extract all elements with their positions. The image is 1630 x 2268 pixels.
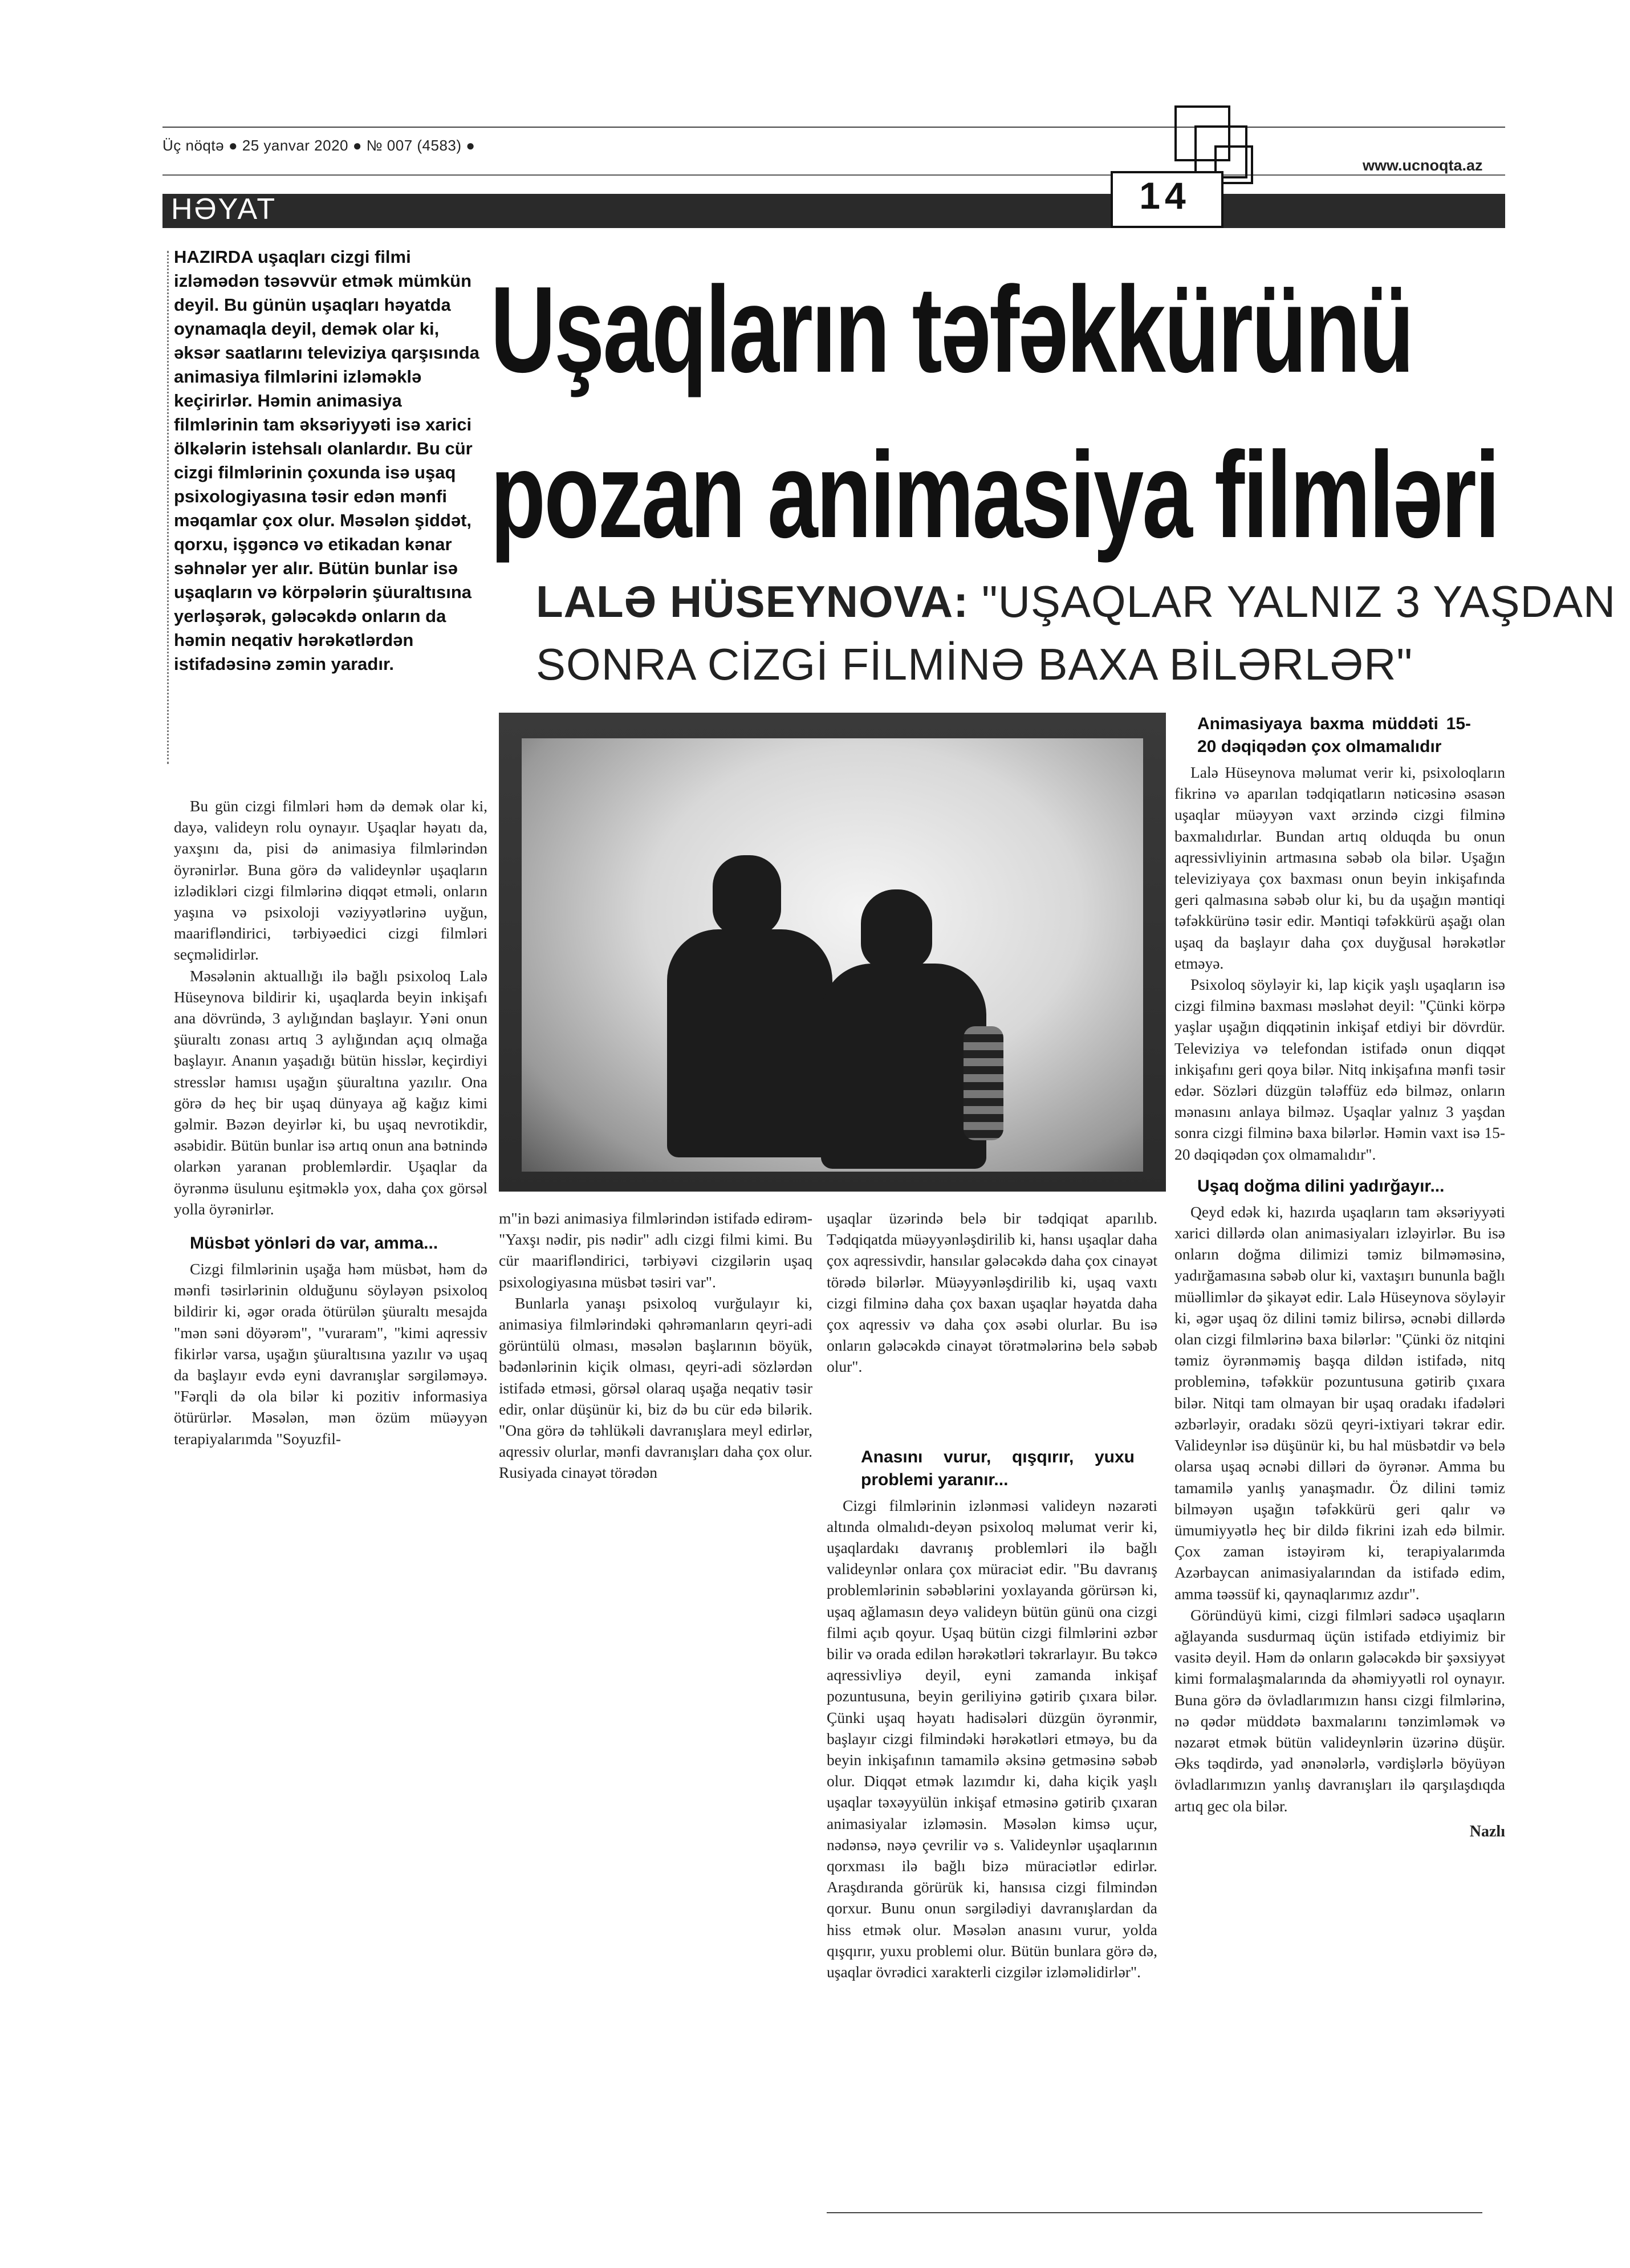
bullet-icon: ●	[466, 137, 475, 154]
issue-date: 25 yanvar 2020	[242, 137, 348, 154]
paragraph: Məsələnin aktuallığı ilə bağlı psixoloq Lalə Hüseynova bildirir ki, uşaqlarda beyin inkişafı ana dövründə, 3 aylığından başlayır. Yəni onun şüuraltı zonası artıq 3 aylığından açıq olmağa başlayır. Ananın yaşadığı bütün hisslər, keçirdiyi stresslər hamısı uşağın şüuraltına yazılır. Ona görə də heç bir uşaq dünyaya ağ kağız kimi gəlmir. Bəzən deyirlər ki, bu uşaq nevrotikdir, əsəbidir. Bütün bunlar isə artıq onun ana bətnində olarkən yaranan problemlərdir. Uşaqlar da öyrənmə üsulunu eşitməklə yox, daha çox görsəl yolla öyrənirlər.	[174, 966, 487, 1218]
bottom-rule	[827, 2212, 1482, 2213]
subtitle-line-2: SONRA CİZGİ FİLMİNƏ BAXA BİLƏRLƏR"	[536, 639, 1413, 689]
column-3	[827, 1208, 1157, 1982]
paragraph: Cizgi filmlərinin uşağa həm müsbət, həm də mənfi təsirlərinin olduğunu söyləyən psixoloq bildirir ki, əgər orada ötürülən şüuraltı mesajda "mən səni döyərəm", "vuraram", "kimi aqressiv fikirlər varsa, uşağın şüuraltısına yazılır və uşaq da başlayır evdə eyni davranışlar sərgiləməyə. "Fərqli də ola bilər ki pozitiv informasiya ötürürlər. Məsələn, mən özüm müəyyən terapiyalarımda "Soyuzfil-	[174, 1260, 487, 1448]
lead-dotted-border	[167, 251, 173, 764]
masthead-rule	[162, 174, 1505, 176]
subheading: Animasiyaya baxma müddəti 15-20 dəqiqədən çox olmamalıdır	[1197, 714, 1471, 756]
column-4	[1174, 713, 1505, 1842]
site-url: www.ucnoqta.az	[1363, 157, 1483, 174]
paragraph: Göründüyü kimi, cizgi filmləri sadəcə uşaqların ağlayanda susdurmaq üçün istifadə etdiyimiz bir vasitə deyil. Həm də onların gələcəkdə bir şəxsiyyət kimi formalaşmalarında da əhəmiyyətli rol oynayır. Buna görə də övladlarımızın hansı cizgi filmlərinə, nə qədər müddətə baxmalarını tənzimləmək və nəzarət etmək bütün valideynlərin üzərinə düşür. Əks təqdirdə, yad ənənələrlə, vərdişlərlə böyüyən övladlarımızın yanlış davranışları ilə qarşılaşdıqda artıq gec ola bilər.	[1174, 1606, 1505, 1815]
subheading: Anasını vurur, qışqırır, yuxu problemi yaranır...	[861, 1447, 1135, 1489]
lead-paragraph: HAZIRDA uşaqları cizgi filmi izləmədən təsəvvür etmək mümkün deyil. Bu günün uşaqları həyatda oynamaqla deyil, demək olar ki, əksər saatlarını televiziya qarşısında animasiya filmlərini izləməklə keçirirlər. Həmin animasiya filmlərinin tam əksəriyyəti isə xarici ölkələrin istehsalı olanlardır. Bu cür cizgi filmlərinin çoxunda isə uşaq psixologiyasına təsir edən mənfi məqamlar çox olur. Məsələn şiddət, qorxu, işgəncə və etikadan kənar səhnələr yer alır. Bütün bunlar isə uşaqların və körpələrin şüuraltısına yerləşərək, gələcəkdə onların da həmin neqativ hərəkətlərdən istifadəsinə zəmin yaradır.	[174, 247, 479, 674]
paper-name: Üç nöqtə	[162, 137, 225, 154]
bullet-icon: ●	[352, 137, 367, 154]
section-title: HƏYAT	[171, 193, 277, 226]
child-body-left	[667, 929, 832, 1157]
headline-line-2: pozan animasiya filmləri	[490, 426, 1499, 563]
paragraph: Bu gün cizgi filmləri həm də demək olar ki, dayə, valideyn rolu oynayır. Uşaqlar həyatı da, yaxşını da, pisi də animasiya filmlərindən öyrənirlər. Buna görə də valideynlər uşaqların izlədikləri cizgi filmlərinə diqqət etməli, onların yaşına və psixoloji vəziyyətlərinə uyğun, maarifləndirici, tərbiyəedici cizgi filmləri seçməlidirlər.	[174, 797, 487, 964]
headline-line-1: Uşaqların təfəkkürünü	[490, 261, 1413, 398]
bullet-icon: ●	[228, 137, 242, 154]
paragraph: Bunlarla yanaşı psixoloq vurğulayır ki, animasiya filmlərindəki qəhrəmanların qeyri-adi görüntülü olması, məsələn başlarının böyük, bədənlərinin kiçik olması, qeyri-adi sözlərdən istifadə etməsi, görsəl olaraq uşağa neqativ təsir edir, onlar düşünür ki, biz də bu cür edə bilərik. "Ona görə də təhlükəli davranışlara meyl edirlər, aqressiv olurlar, mənfi davranışları daha çox olur. Rusiyada cinayət törədən	[499, 1294, 812, 1482]
paragraph: uşaqlar üzərində belə bir tədqiqat aparılıb. Tədqiqatda müəyyənləşdirilib ki, hansı uşaqlar daha çox aqressivdir, hansılar gələcəkdə daha çox cinayət törədə bilərlər. Müəyyənləşdirilib ki, uşaq vaxtı cizgi filminə daha çox baxan uşaqlar həyatda daha çox aqressiv və daha çox əsəbi olurlar. Bu isə onların gələcəkdə cinayət törətmələrinə belə səbəb olur".	[827, 1209, 1157, 1376]
paragraph: Psixoloq söyləyir ki, lap kiçik yaşlı uşaqların isə cizgi filminə baxması məsləhət deyil: "Çünki körpə yaşlar uşağın diqqətinin inkişaf etdiyi bir dövrdür. Televiziya və telefondan istifadə onun diqqət inkişafını geri qoya bilər. Nitq inkişafına mənfi təsir edər. Sözləri düzgün tələffüz edə bilməz, onların mənasını anlaya bilməz. Uşaqlar yalnız 3 yaşdan sonra cizgi filminə baxa bilərlər. Həmin vaxt isə 15-20 dəqiqədən çox olmamalıdır".	[1174, 976, 1505, 1163]
paragraph: m"in bəzi animasiya filmlərindən istifadə edirəm- "Yaxşı nədir, pis nədir" adlı cizgi filmi kimi. Bu cür maarifləndirici, tərbiyəvi cizgilərin uşaq psixologiyasına müsbət təsiri var".	[499, 1209, 812, 1291]
column-2	[499, 1208, 812, 1483]
paragraph: Qeyd edək ki, hazırda uşaqların tam əksəriyyəti xarici dillərdə olan animasiyaları izləyirlər. Bu isə onların doğma dilimizi təmiz bilməməsinə, yadırğamasına səbəb olur ki, vaxtaşırı bununla bağlı müəllimlər də şikayət edir. Lalə Hüseynova söyləyir ki, əgər uşaq öz dilini təmiz bilirsə, əcnəbi dillərdə olan cizgi filmlərinə baxa bilərlər: "Çünki öz nitqini təmiz öyrənməmiş başqa dildən istifadə, nitq probleminə, təfəkkür pozuntusuna gətirib çıxara bilər. Nitqi tam olmayan bir uşaq oradakı ifadələri əzbərləyir, oradakı sözü qeyri-ixtiyari təkrar edir. Valideynlər isə düşünür ki, bu hal müsbətdir və belə olarsa uşaq əcnəbi dilləri də öyrənər. Amma bu tamamilə yanlış yanaşmadır. Öz dilini təmiz bilməyən uşağın təfəkkürü geri qalır və ümumiyyətlə heç bir dildə fikrini izah edə bilmir. Çox zaman istəyirəm ki, terapiyalarımda Azərbaycan animasiyalarından da istifadə edim, amma təəssüf ki, qaynaqlarımız azdır".	[1174, 1202, 1505, 1603]
page-number: 14	[1139, 174, 1190, 217]
issue-number: № 007 (4583)	[366, 137, 462, 154]
top-rule	[162, 127, 1505, 128]
subtitle-line-1	[536, 576, 1616, 628]
subtitle-name: LALƏ HÜSEYNOVA:	[536, 576, 969, 627]
author-signature: Nazlı	[1469, 1822, 1505, 1840]
striped-sleeve	[964, 1026, 1003, 1140]
child-head-right	[861, 889, 932, 969]
masthead	[162, 137, 475, 155]
paragraph: Cizgi filmlərinin izlənməsi valideyn nəzarəti altında olmalıdı-deyən psixoloq məlumat verir ki, uşaqlardakı davranış problemləri ilə bağlı valideynlər onlara çox müraciət edir. "Bu davranış problemlərinin səbəblərini yoxlayanda görürsən ki, uşaq ağlamasın deyə valideyn bütün günü ona cizgi filmi açıb qoyur. Uşaq bütün cizgi filmlərini əzbər bilir və orada edilən hərəkətləri təkrarlayır. Bu təkcə aqressivliyə deyil, eyni zamanda inkişaf pozuntusuna, beyin geriliyinə gətirib çıxara bilər. Çünki uşaq həyatı hadisələri düzgün öyrənmir, başlayır cizgi filmindəki hərəkətləri etməyə, bu da beyin inkişafının tamamilə əksinə getməsinə səbəb olur. Diqqət etmək lazımdır ki, daha kiçik yaşlı uşaqlar təxəyyülün inkişaf etməsinə gətirib çıxaran animasiyalar izləməsin. Məsələn kimsə uçur, nədənsə, nəyə çevrilir və s. Valideynlər uşaqlarının qorxması ilə bağlı bizə müraciətlər edirlər. Araşdıranda görürük ki, hansısa cizgi filmindən qorxur. Bunu onun sərgilədiyi davranışlardan da hiss etmək olur. Məsələn anasını vurur, yoldа qışqırır, yuxu problemi olur. Bütün bunlara görə də, uşaqlar övrədici xarakterli cizgilər izləməlidirlər".	[827, 1496, 1157, 1981]
subheading: Uşaq doğma dilini yadırğayır...	[1197, 1176, 1445, 1196]
column-1	[174, 795, 487, 1449]
subheading: Müsbət yönləri də var, amma...	[190, 1234, 438, 1253]
subtitle-quote: "UŞAQLAR YALNIZ 3 YAŞDAN	[981, 576, 1616, 627]
child-body-right	[821, 964, 986, 1169]
paragraph: Lalə Hüseynova məlumat verir ki, psixoloqların fikrinə və aparılan tədqiqatların nəticəsinə əsasən uşaqlar müəyyən vaxt ərzində cizgi filminə baxmalıdırlar. Bundan artıq olduqda bu onun aqressivliyinin artmasına səbəb ola bilər. Uşağın televiziyaya çox baxması onun beyin inkişafında geri qalmasına səbəb olur ki, bu da uşağın məntiqi təfəkkürünə təsir edir. Məntiqi təfəkkürü aşağı olan uşaq da başlayır daha çox duyğusal hərəkətlər etməyə.	[1174, 763, 1505, 972]
section-bar	[162, 194, 1505, 228]
child-head-left	[713, 855, 781, 935]
